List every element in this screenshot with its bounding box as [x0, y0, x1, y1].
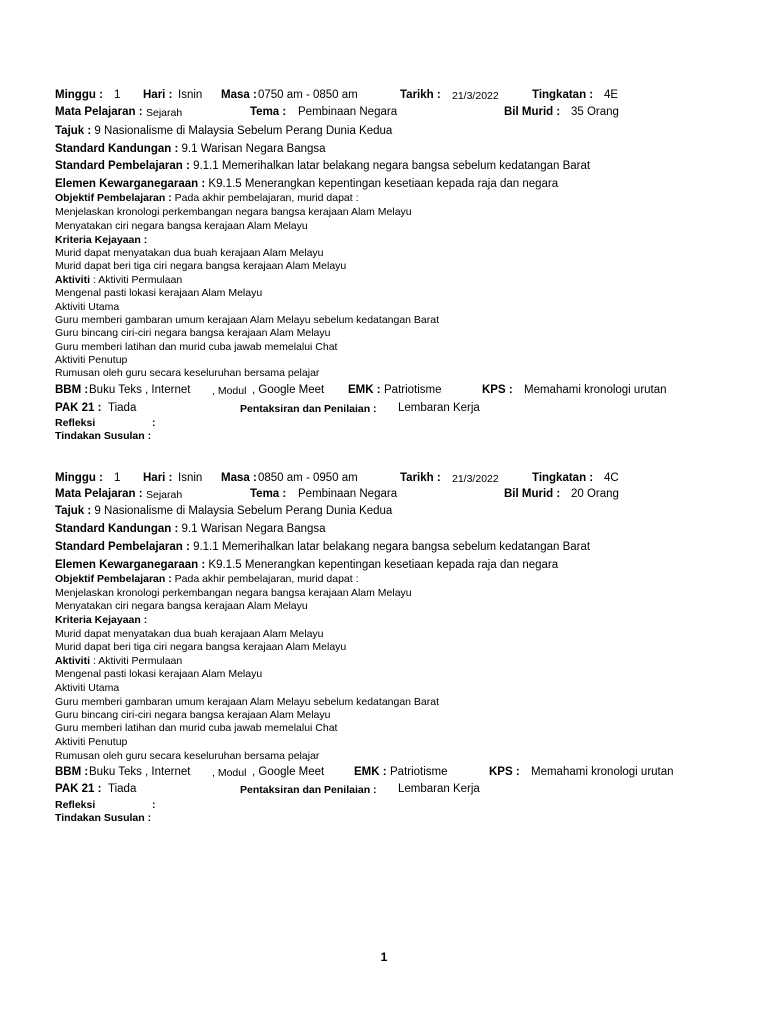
elemen-kewarganegaraan-value: K9.1.5 Menerangkan kepentingan kesetiaan kepada raja dan negara	[208, 178, 559, 190]
objektif-row	[55, 574, 359, 585]
pentaksiran-label: Pentaksiran dan Penilaian :	[240, 403, 377, 415]
tajuk-value: 9 Nasionalisme di Malaysia Sebelum Perang Dunia Kedua	[94, 125, 393, 137]
aktiviti-first: : Aktiviti Permulaan	[92, 274, 183, 286]
standard-kandungan-row	[55, 144, 326, 156]
emk-value: Patriotisme	[390, 766, 448, 778]
tajuk-row	[55, 126, 392, 138]
standard-pembelajaran-value: 9.1.1 Memerihalkan latar belakang negara bangsa sebelum kedatangan Barat	[193, 541, 591, 553]
refleksi-label: Refleksi	[55, 417, 96, 429]
tindakan-susulan-label: Tindakan Susulan :	[55, 812, 152, 824]
aktiviti-item: Rumusan oleh guru secara keseluruhan bersama pelajar	[55, 367, 320, 379]
objektif-label: Objektif Pembelajaran :	[55, 192, 172, 204]
kriteria-item: Murid dapat beri tiga ciri negara bangsa kerajaan Alam Melayu	[55, 260, 347, 272]
mata-pelajaran-label: Mata Pelajaran :	[55, 106, 143, 118]
elemen-kewarganegaraan-value: K9.1.5 Menerangkan kepentingan kesetiaan kepada raja dan negara	[208, 559, 559, 571]
standard-kandungan-value: 9.1 Warisan Negara Bangsa	[181, 523, 326, 535]
aktiviti-label: Aktiviti	[55, 655, 91, 667]
tema-value: Pembinaan Negara	[298, 488, 398, 500]
standard-kandungan-value: 9.1 Warisan Negara Bangsa	[181, 143, 326, 155]
bbm-value-2: , Modul	[212, 767, 247, 779]
tarikh-value: 21/3/2022	[452, 473, 499, 485]
hari-label: Hari :	[143, 89, 173, 101]
kriteria-item: Murid dapat menyatakan dua buah kerajaan Alam Melayu	[55, 247, 324, 259]
tajuk-label: Tajuk :	[55, 505, 92, 517]
aktiviti-item: Aktiviti Utama	[55, 682, 120, 694]
kriteria-item: Murid dapat menyatakan dua buah kerajaan Alam Melayu	[55, 628, 324, 640]
bbm-value-1: Buku Teks , Internet	[89, 384, 191, 396]
aktiviti-item: Guru memberi gambaran umum kerajaan Alam Melayu sebelum kedatangan Barat	[55, 696, 440, 708]
bil-murid-value: 20 Orang	[571, 488, 619, 500]
elemen-kewarganegaraan-label: Elemen Kewarganegaraan :	[55, 178, 206, 190]
pak21-value: Tiada	[108, 783, 137, 795]
tajuk-label: Tajuk :	[55, 125, 92, 137]
mata-pelajaran-value: Sejarah	[146, 107, 183, 119]
masa-label: Masa :	[221, 89, 257, 101]
aktiviti-item: Guru memberi latihan dan murid cuba jawab memelalui Chat	[55, 341, 338, 353]
emk-label: EMK :	[354, 766, 387, 778]
tajuk-value: 9 Nasionalisme di Malaysia Sebelum Perang Dunia Kedua	[94, 505, 393, 517]
tema-label: Tema :	[250, 488, 287, 500]
minggu-label: Minggu :	[55, 472, 103, 484]
masa-label: Masa :	[221, 472, 257, 484]
tingkatan-value: 4C	[604, 472, 619, 484]
bbm-label: BBM :	[55, 384, 89, 396]
kps-value: Memahami kronologi urutan	[531, 766, 674, 778]
aktiviti-row	[55, 656, 182, 667]
kriteria-kejayaan-label: Kriteria Kejayaan :	[55, 234, 148, 246]
standard-pembelajaran-row	[55, 542, 590, 554]
kps-label: KPS :	[482, 384, 513, 396]
pak21-value: Tiada	[108, 402, 137, 414]
bil-murid-label: Bil Murid :	[504, 106, 561, 118]
mata-pelajaran-value: Sejarah	[146, 489, 183, 501]
hari-value: Isnin	[178, 472, 203, 484]
refleksi-colon: :	[152, 417, 156, 429]
standard-pembelajaran-row	[55, 161, 590, 173]
bil-murid-value: 35 Orang	[571, 106, 619, 118]
aktiviti-item: Guru memberi gambaran umum kerajaan Alam Melayu sebelum kedatangan Barat	[55, 314, 440, 326]
objektif-item: Menyatakan ciri negara bangsa kerajaan Alam Melayu	[55, 220, 308, 232]
minggu-value: 1	[114, 89, 121, 101]
aktiviti-row	[55, 275, 182, 286]
objektif-intro: Pada akhir pembelajaran, murid dapat :	[174, 573, 359, 585]
masa-value: 0750 am - 0850 am	[258, 89, 358, 101]
bbm-value-1: Buku Teks , Internet	[89, 766, 191, 778]
kps-label: KPS :	[489, 766, 520, 778]
pentaksiran-value: Lembaran Kerja	[398, 402, 480, 414]
tarikh-label: Tarikh :	[400, 89, 441, 101]
bbm-value-2: , Modul	[212, 385, 247, 397]
aktiviti-label: Aktiviti	[55, 274, 91, 286]
kps-value: Memahami kronologi urutan	[524, 384, 667, 396]
page-number: 1	[380, 950, 388, 964]
objektif-item: Menjelaskan kronologi perkembangan negara bangsa kerajaan Alam Melayu	[55, 206, 412, 218]
hari-label: Hari :	[143, 472, 173, 484]
aktiviti-item: Mengenal pasti lokasi kerajaan Alam Melayu	[55, 668, 263, 680]
aktiviti-first: : Aktiviti Permulaan	[92, 655, 183, 667]
refleksi-colon: :	[152, 799, 156, 811]
minggu-value: 1	[114, 472, 121, 484]
tingkatan-label: Tingkatan :	[532, 472, 594, 484]
pak21-label: PAK 21 :	[55, 783, 102, 795]
aktiviti-item: Rumusan oleh guru secara keseluruhan bersama pelajar	[55, 750, 320, 762]
bil-murid-label: Bil Murid :	[504, 488, 561, 500]
elemen-kewarganegaraan-label: Elemen Kewarganegaraan :	[55, 559, 206, 571]
hari-value: Isnin	[178, 89, 203, 101]
elemen-kewarganegaraan-row	[55, 179, 558, 191]
tarikh-value: 21/3/2022	[452, 90, 499, 102]
objektif-row	[55, 193, 359, 204]
tema-value: Pembinaan Negara	[298, 106, 398, 118]
pak21-label: PAK 21 :	[55, 402, 102, 414]
objektif-intro: Pada akhir pembelajaran, murid dapat :	[174, 192, 359, 204]
aktiviti-item: Aktiviti Utama	[55, 301, 120, 313]
mata-pelajaran-label: Mata Pelajaran :	[55, 488, 143, 500]
elemen-kewarganegaraan-row	[55, 560, 558, 572]
kriteria-kejayaan-label: Kriteria Kejayaan :	[55, 614, 148, 626]
standard-kandungan-row	[55, 524, 326, 536]
bbm-value-3: , Google Meet	[252, 384, 325, 396]
aktiviti-item: Aktiviti Penutup	[55, 736, 128, 748]
tingkatan-value: 4E	[604, 89, 619, 101]
tema-label: Tema :	[250, 106, 287, 118]
objektif-item: Menjelaskan kronologi perkembangan negara bangsa kerajaan Alam Melayu	[55, 587, 412, 599]
standard-kandungan-label: Standard Kandungan :	[55, 143, 179, 155]
kriteria-item: Murid dapat beri tiga ciri negara bangsa kerajaan Alam Melayu	[55, 641, 347, 653]
emk-label: EMK :	[348, 384, 381, 396]
minggu-label: Minggu :	[55, 89, 103, 101]
emk-value: Patriotisme	[384, 384, 442, 396]
bbm-label: BBM :	[55, 766, 89, 778]
tajuk-row	[55, 506, 392, 518]
refleksi-label: Refleksi	[55, 799, 96, 811]
aktiviti-item: Mengenal pasti lokasi kerajaan Alam Melayu	[55, 287, 263, 299]
objektif-label: Objektif Pembelajaran :	[55, 573, 172, 585]
aktiviti-item: Guru bincang ciri-ciri negara bangsa kerajaan Alam Melayu	[55, 327, 331, 339]
pentaksiran-label: Pentaksiran dan Penilaian :	[240, 784, 377, 796]
tindakan-susulan-label: Tindakan Susulan :	[55, 430, 152, 442]
aktiviti-item: Guru memberi latihan dan murid cuba jawab memelalui Chat	[55, 722, 338, 734]
aktiviti-item: Aktiviti Penutup	[55, 354, 128, 366]
tarikh-label: Tarikh :	[400, 472, 441, 484]
aktiviti-item: Guru bincang ciri-ciri negara bangsa kerajaan Alam Melayu	[55, 709, 331, 721]
standard-pembelajaran-label: Standard Pembelajaran :	[55, 541, 190, 553]
standard-pembelajaran-value: 9.1.1 Memerihalkan latar belakang negara bangsa sebelum kedatangan Barat	[193, 160, 591, 172]
tingkatan-label: Tingkatan :	[532, 89, 594, 101]
pentaksiran-value: Lembaran Kerja	[398, 783, 480, 795]
objektif-item: Menyatakan ciri negara bangsa kerajaan Alam Melayu	[55, 600, 308, 612]
masa-value: 0850 am - 0950 am	[258, 472, 358, 484]
standard-kandungan-label: Standard Kandungan :	[55, 523, 179, 535]
bbm-value-3: , Google Meet	[252, 766, 325, 778]
standard-pembelajaran-label: Standard Pembelajaran :	[55, 160, 190, 172]
